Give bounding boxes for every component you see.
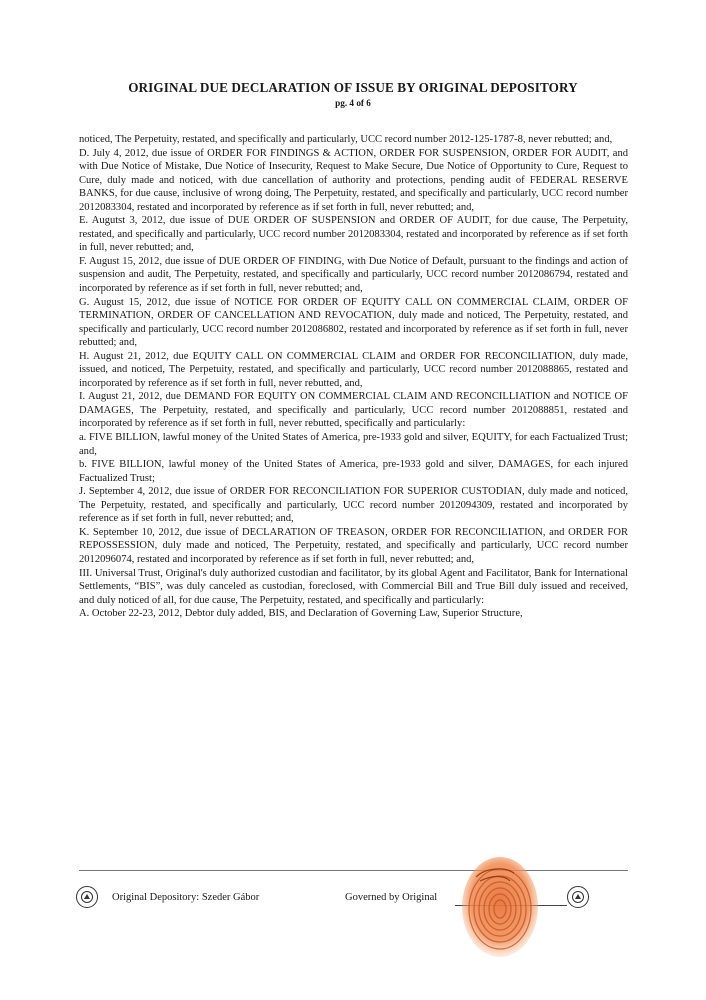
paragraph-j: J. September 4, 2012, due issue of ORDER FOR RECONCILIATION FOR SUPERIOR CUSTODIAN, duly made and noticed, The Perpetuity, restated, and specifically and particularly, UCC record number 2012094309, restated and incorporated by reference as if set forth in full, never rebutted; and, xyxy=(79,486,628,525)
paragraph-f: F. August 15, 2012, due issue of DUE ORDER OF FINDING, with Due Notice of Default, pursuant to the findings and action of suspension and audit, The Perpetuity, restated, and specifically and particularly, UCC record number 2012086794, restated and incorporated by reference as if set forth in full, never rebutted; and, xyxy=(79,255,628,295)
paragraph-iii-a: A. October 22-23, 2012, Debtor duly added, BIS, and Declaration of Governing Law, Superior Structure, xyxy=(79,608,523,620)
document-header xyxy=(0,80,706,108)
governed-label: Governed by Original xyxy=(345,892,438,903)
depository-label: Original Depository: Szeder Gábor xyxy=(112,892,260,903)
document-body xyxy=(79,133,628,621)
page-number: pg. 4 of 6 xyxy=(335,98,371,108)
paragraph-d: D. July 4, 2012, due issue of ORDER FOR FINDINGS & ACTION, ORDER FOR SUSPENSION, ORDER FOR AUDIT, and with Due Notice of Mistake, Due Notice of Insecurity, Request to Make Secure, Due Notice of Opportunity to Cure, Request to Cure, duly made and noticed, with due cancellation of authority and protections, pending audit of FEDERAL RESERVE BANKS, for due cause, inclusive of wrong doing, The Perpetuity, restated, and specifically and particularly, UCC record number 2012083304, restated and incorporated by reference as if set forth in full, never rebutted; and, xyxy=(79,147,628,213)
paragraph-h: H. August 21, 2012, due EQUITY CALL ON COMMERCIAL CLAIM and ORDER FOR RECONCILIATION, duly made, issued, and noticed, The Perpetuity, restated, and specifically and particularly, UCC record number 2012088865, restated and incorporated by reference as if set forth in full, never rebutted, and, xyxy=(79,350,628,389)
seal-icon xyxy=(76,886,98,908)
paragraph-i-b: b. FIVE BILLION, lawful money of the United States of America, pre-1933 gold and silver, DAMAGES, for each injured Factualized Trust; xyxy=(79,459,628,484)
paragraph: noticed, The Perpetuity, restated, and specifically and particularly, UCC record number 2012-125-1787-8, never rebutted; and, xyxy=(79,134,613,145)
footer-divider xyxy=(79,870,628,871)
seal-icon xyxy=(567,886,589,908)
paragraph-i: I. August 21, 2012, due DEMAND FOR EQUITY ON COMMERCIAL CLAIM AND RECONCILLIATION and NOTICE OF DAMAGES, The Perpetuity, restated, and specifically and particularly, UCC record number 2012088851, restated and incorporated by reference as if set forth in full, never rebutted, specifically and particularly: xyxy=(79,391,628,430)
paragraph-k: K. September 10, 2012, due issue of DECLARATION OF TREASON, ORDER FOR RECONCILIATION, and ORDER FOR REPOSSESSION, duly made and noticed, The Perpetuity, restated, and specifically and particularly, UCC record number 2012096074, restated and incorporated by reference as if set forth in full, never rebutted; and, xyxy=(79,526,628,565)
paragraph-i-a: a. FIVE BILLION, lawful money of the United States of America, pre-1933 gold and silver, EQUITY, for each Factualized Trust; and, xyxy=(79,432,628,457)
paragraph-g: G. August 15, 2012, due issue of NOTICE FOR ORDER OF EQUITY CALL ON COMMERCIAL CLAIM, ORDER OF TERMINATION, ORDER OF CANCELLATION AND REVOCATION, duly made and noticed, The Perpetuity, restated, and specifically and particularly, UCC record number 2012086802, restated and incorporated by reference as if set forth in full, never rebutted; and, xyxy=(79,296,628,349)
thumbprint-icon xyxy=(458,853,542,961)
paragraph-e: E. Augutst 3, 2012, due issue of DUE ORDER OF SUSPENSION and ORDER OF AUDIT, for due cause, The Perpetuity, restated, and specifically and particularly, UCC record number 2012083304, restated and incorporated by reference as if set forth in full, never rebutted; and, xyxy=(79,215,628,254)
paragraph-iii: III. Universal Trust, Original's duly authorized custodian and facilitator, by its global Agent and Facilitator, Bank for International Settlements, “BIS”, was duly canceled as custodian, foreclosed, with Commercial Bill and True Bill duly issued and received, and duly noticed of all, for due cause, The Perpetuity, restated, and specifically and particularly: xyxy=(79,567,628,606)
document-footer xyxy=(0,885,706,995)
document-title: ORIGINAL DUE DECLARATION OF ISSUE BY ORIGINAL DEPOSITORY xyxy=(128,80,578,95)
